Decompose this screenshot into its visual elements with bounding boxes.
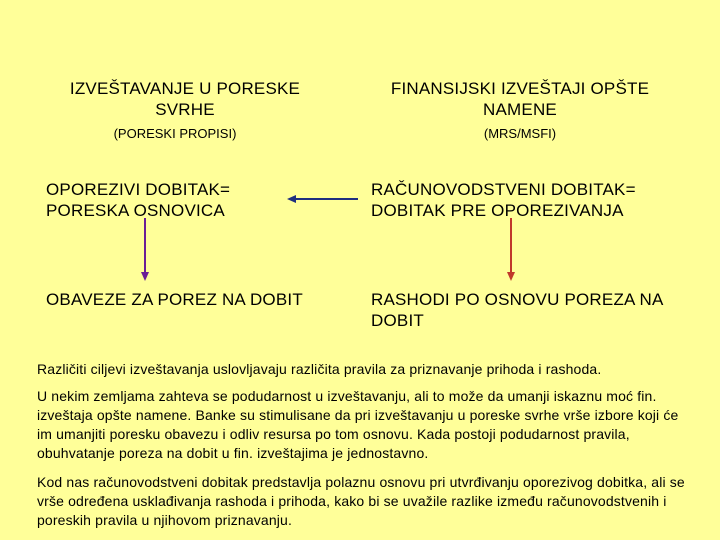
paragraph-different-goals: Različiti ciljevi izveštavanja uslovljavaju različita pravila za priznavanje prihoda i rashoda. bbox=[37, 361, 602, 377]
tax-liability-box: OBAVEZE ZA POREZ NA DOBIT bbox=[46, 290, 303, 309]
arrow-to-tax-liability bbox=[141, 218, 149, 281]
left-column-title: IZVEŠTAVANJE U PORESKE SVRHE bbox=[69, 79, 301, 119]
taxable-profit-box: OPOREZIVI DOBITAK= PORESKA OSNOVICA bbox=[46, 180, 231, 220]
accounting-profit-box: RAČUNOVODSTVENI DOBITAK= DOBITAK PRE OPOREZIVANJA bbox=[371, 180, 636, 220]
tax-expense-box: RASHODI PO OSNOVU POREZA NA DOBIT bbox=[371, 290, 663, 330]
right-column-subtitle: (MRS/MSFI) bbox=[483, 126, 557, 141]
arrow-to-tax-expense bbox=[507, 218, 515, 281]
arrow-to-taxable-profit bbox=[287, 195, 358, 203]
paragraph-conformity: U nekim zemljama zahteva se podudarnost u izveštavanju, ali to može da umanji iskaznu moć fin. izveštaja opšte namene. Banke su stimulisane da pri izveštavanju u poreske svrhe vrše izbore koji će im umanjiti poresku obavezu i odliv resursa po tom osnovu. Kada postoji podudarnost pravila, obuhvatanje poreza na dobit u fin. izveštajima je jednostavno. bbox=[37, 388, 679, 461]
paragraph-domestic-practice: Kod nas računovodstveni dobitak predstavlja polaznu osnovu pri utvrđivanju oporezivog dobitka, ali se vrše određena usklađivanja rashoda i prihoda, kako bi se uvažile razlike između računovodstvenih i poreskih pravila u njihovom priznavanju. bbox=[37, 474, 685, 528]
right-column-title: FINANSIJSKI IZVEŠTAJI OPŠTE NAMENE bbox=[390, 79, 650, 119]
left-column-subtitle: (PORESKI PROPISI) bbox=[113, 126, 237, 141]
